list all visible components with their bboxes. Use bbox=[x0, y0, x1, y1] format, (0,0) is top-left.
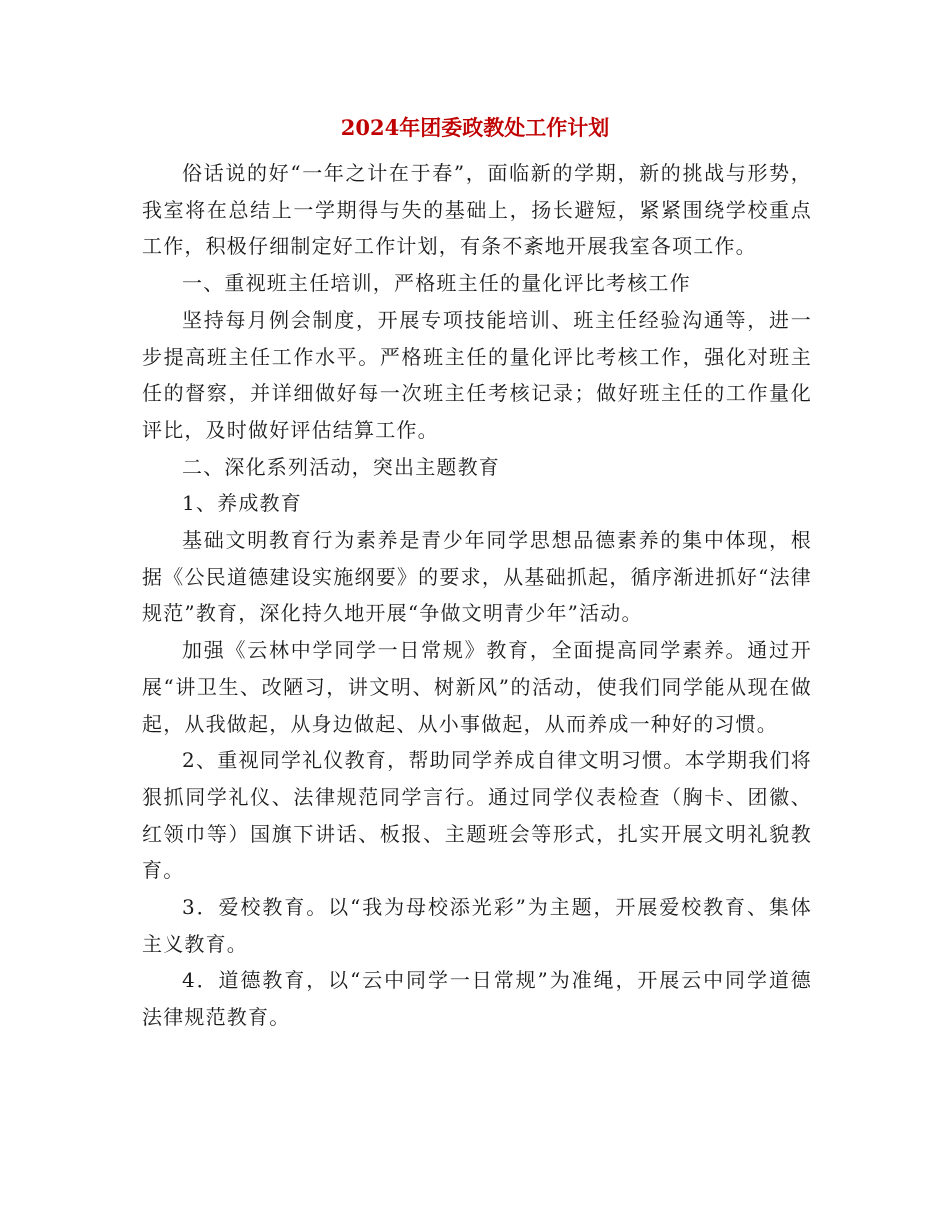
paragraph-moral: 4．道德教育，以“云中同学一日常规”为准绳，开展云中同学道德法律规范教育。 bbox=[142, 968, 812, 1030]
paragraph-section-1: 坚持每月例会制度，开展专项技能培训、班主任经验沟通等，进一步提高班主任工作水平。严格班主任的量化评比考核工作，强化对班主任的督察，并详细做好每一次班主任考核记录；做好班主任的工作量化评比，及时做好评估结算工作。 bbox=[142, 307, 812, 442]
paragraph-habit-1: 基础文明教育行为素养是青少年同学思想品德素养的集中体现，根据《公民道德建设实施纲要》的要求，从基础抓起，循序渐进抓好“法律规范”教育，深化持久地开展“争做文明青少年”活动。 bbox=[142, 528, 812, 626]
paragraph-intro: 俗话说的好“一年之计在于春”，面临新的学期，新的挑战与形势，我室将在总结上一学期得与失的基础上，扬长避短，紧紧围绕学校重点工作，积极仔细制定好工作计划，有条不紊地开展我室各项工作。 bbox=[142, 161, 812, 259]
paragraph-etiquette: 2、重视同学礼仪教育，帮助同学养成自律文明习惯。本学期我们将狠抓同学礼仪、法律规范同学言行。通过同学仪表检查（胸卡、团徽、红领巾等）国旗下讲话、板报、主题班会等形式，扎实开展文明礼貌教育。 bbox=[142, 748, 812, 883]
subheading-habit-education: 1、养成教育 bbox=[182, 491, 302, 516]
document-body bbox=[142, 155, 812, 1036]
document-title: 2024年团委政教处工作计划 bbox=[340, 115, 610, 140]
paragraph-school-love: 3．爱校教育。以“我为母校添光彩”为主题，开展爱校教育、集体主义教育。 bbox=[142, 895, 812, 956]
heading-section-2: 二、深化系列活动，突出主题教育 bbox=[182, 454, 500, 479]
heading-section-1: 一、重视班主任培训，严格班主任的量化评比考核工作 bbox=[182, 271, 691, 296]
paragraph-habit-2: 加强《云林中学同学一日常规》教育，全面提高同学素养。通过开展“讲卫生、改陋习，讲文明、树新风”的活动，使我们同学能从现在做起，从我做起，从身边做起、从小事做起，从而养成一种好的习惯。 bbox=[142, 638, 812, 736]
